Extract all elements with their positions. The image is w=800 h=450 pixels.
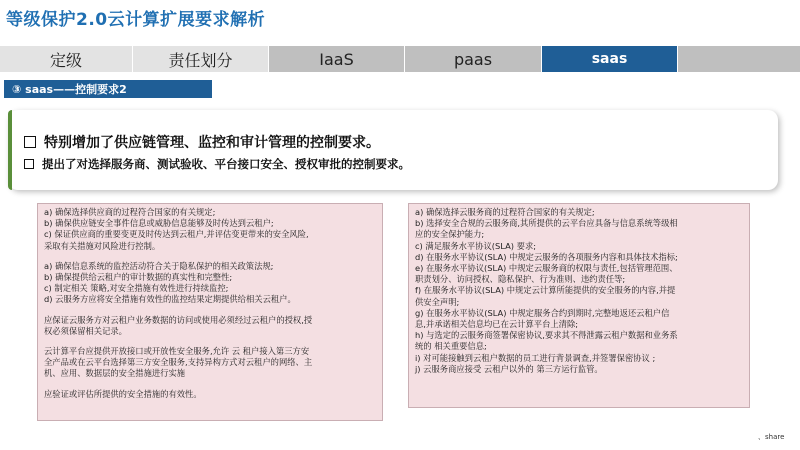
banner-text-1: 特别增加了供应链管理、监控和审计管理的控制要求。 — [44, 135, 380, 151]
footer-share: 、share — [758, 433, 785, 441]
text-line: a) 确保选择云服务商的过程符合国家的有关规定; — [415, 207, 595, 217]
authorization-block — [44, 315, 376, 337]
tab-dingji[interactable]: 定级 — [0, 46, 133, 72]
tab-responsibility[interactable]: 责任划分 — [133, 46, 269, 72]
text-line: d) 在服务水平协议(SLA) 中规定云服务的各项服务内容和具体技术指标; — [415, 251, 678, 262]
text-line: i) 对可能接触到云租户数据的员工进行背景调查,并签署保密协议 ; — [415, 352, 656, 363]
left-requirements-panel — [37, 203, 383, 421]
text-line: 全产品或在云平台选择第三方安全服务,支持异构方式对云租户的网络、主 — [44, 357, 313, 368]
right-requirements-panel — [408, 203, 750, 408]
verification-block — [44, 389, 376, 400]
interface-block — [44, 346, 376, 380]
section-label: ③ saas——控制要求2 — [4, 80, 212, 98]
text-line: c) 满足服务水平协议(SLA) 要求; — [415, 240, 537, 251]
text-line: 应保证云服务方对云租户业务数据的访问或使用必须经过云租户的授权,授 — [44, 314, 313, 325]
text-line: g) 在服务水平协议(SLA) 中规定服务合约到期时,完整地返还云租户信 — [415, 307, 670, 318]
text-line: 应的安全保护能力; — [415, 229, 485, 240]
tab-saas[interactable]: saas — [542, 46, 677, 72]
text-line: a) 确保选择供应商的过程符合国家的有关规定; — [44, 207, 216, 217]
text-line: a) 确保信息系统的监控活动符合关于隐私保护的相关政策法规; — [44, 260, 274, 271]
text-line: 应验证或评估所提供的安全措施的有效性。 — [44, 388, 202, 399]
text-line: 统的 相关重要信息; — [415, 341, 487, 352]
text-line: 权必须保留相关记录。 — [44, 325, 127, 336]
banner-point-1 — [24, 132, 380, 152]
banner-accent — [8, 110, 12, 190]
text-line: 云计算平台应提供开放接口或开放性安全服务,允许 云 租户接入第三方安 — [44, 346, 310, 357]
page-title: 等级保护2.0云计算扩展要求解析 — [6, 10, 266, 30]
text-line: j) 云服务商应接受 云租户以外的 第三方运行监管。 — [415, 363, 603, 374]
monitoring-block — [44, 261, 376, 306]
square-bullet-icon — [24, 136, 36, 148]
tab-paas[interactable]: paas — [405, 46, 542, 72]
text-line: 机、应用、数据层的安全措施进行实施 — [44, 368, 186, 379]
tab-blank — [678, 46, 800, 72]
text-line: b) 确保供应链安全事件信息或威胁信息能够及时传达到云租户; — [44, 218, 274, 229]
supply-chain-block — [44, 207, 376, 252]
summary-banner — [8, 110, 778, 190]
text-line: 职责划分、访问授权、隐私保护、行为准则、违约责任等; — [415, 274, 626, 285]
tab-bar — [0, 46, 800, 72]
text-line: d) 云服务方应将安全措施有效性的监控结果定期提供给相关云租户。 — [44, 294, 296, 305]
text-line: b) 确保提供给云租户的审计数据的真实性和完整性; — [44, 272, 233, 283]
banner-text-2: 提出了对选择服务商、测试验收、平台接口安全、授权审批的控制要求。 — [42, 157, 410, 171]
text-line: h) 与选定的云服务商签署保密协议,要求其不得泄露云租户数据和业务系 — [415, 330, 678, 341]
text-line: 采取有关措施对风险进行控制。 — [44, 240, 161, 251]
text-line: c) 保证供应商的重要变更及时传达到云租户,并评估变更带来的安全风险, — [44, 229, 309, 240]
text-line: c) 制定相关 策略,对安全措施有效性进行持续监控; — [44, 283, 229, 294]
text-line: 供安全声明; — [415, 296, 460, 307]
text-line: e) 在服务水平协议(SLA) 中规定云服务商的权限与责任,包括管理范围、 — [415, 263, 678, 274]
text-line: f) 在服务水平协议(SLA) 中规定云计算所能提供的安全服务的内容,并提 — [415, 285, 676, 296]
text-line: 息,并承诺相关信息均已在云计算平台上清除; — [415, 319, 579, 330]
banner-point-2 — [24, 156, 410, 172]
tab-iaas[interactable]: IaaS — [269, 46, 405, 72]
text-line: b) 选择安全合规的云服务商,其所提供的云平台应具备与信息系统等级相 — [415, 218, 678, 229]
square-bullet-icon — [24, 159, 34, 169]
